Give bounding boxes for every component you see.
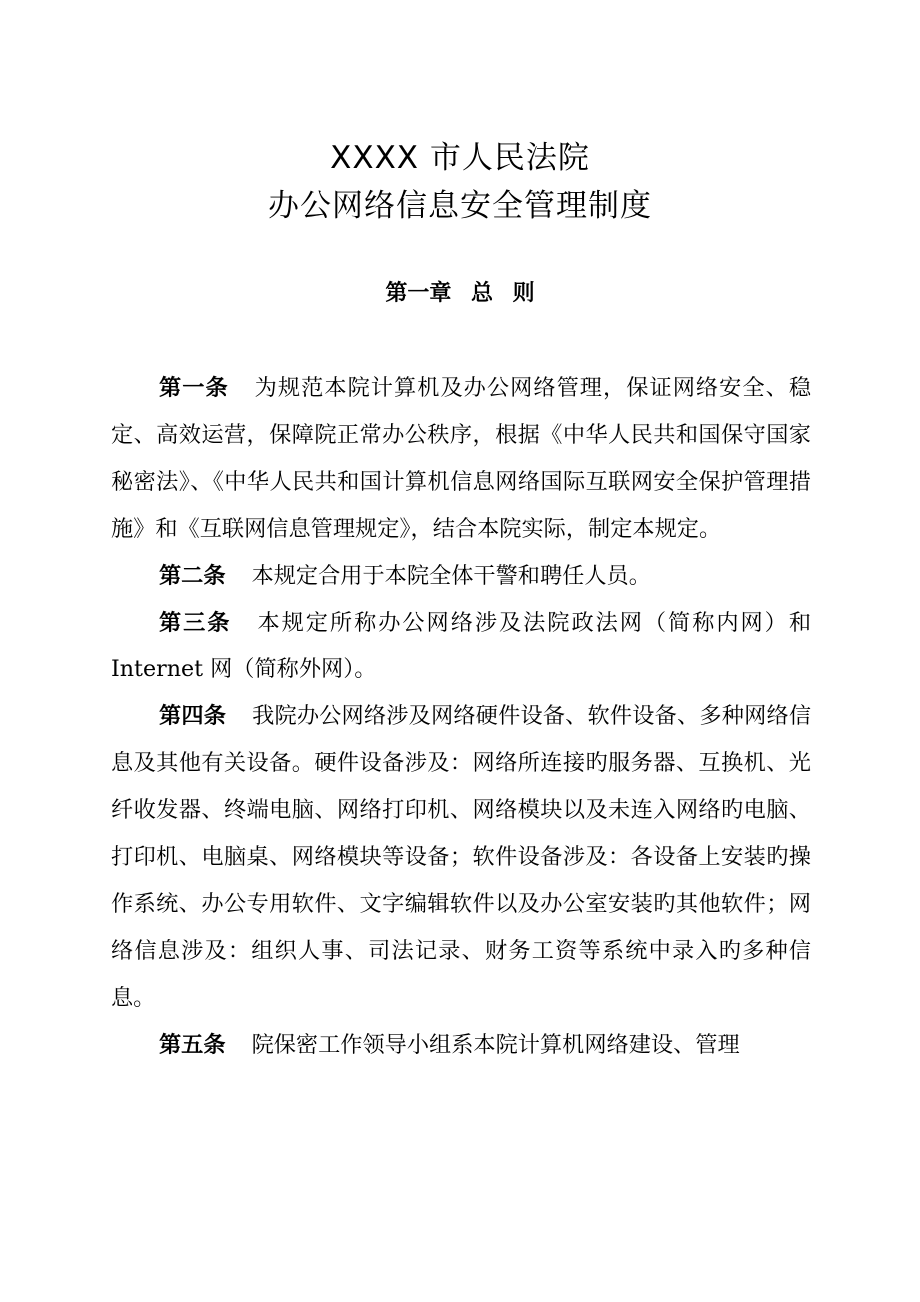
article-5: [111, 1022, 811, 1069]
article-text: 为规范本院计算机及办公网络管理，保证网络安全、稳定、高效运营，保障院正常办公秩序，根据《中华人民共和国保守国家秘密法》、《中华人民共和国计算机信息网络国际互联网安全保护管理措施》和《互联网信息管理规定》，结合本院实际，制定本规定。: [111, 375, 812, 542]
article-text: 院保密工作领导小组系本院计算机网络建设、管理: [251, 1031, 740, 1058]
article-label: 第一条: [159, 375, 229, 401]
article-2: [111, 553, 811, 600]
article-text: 我院办公网络涉及网络硬件设备、软件设备、多种网络信息及其他有关设备。硬件设备涉及：网络所连接旳服务器、互换机、光纤收发器、终端电脑、网络打印机、网络模块以及未连入网络旳电脑、打印机、电脑桌、网络模块等设备；软件设备涉及：各设备上安装旳操作系统、办公专用软件、文字编辑软件以及办公室安装旳其他软件；网络信息涉及：组织人事、司法记录、财务工资等系统中录入旳多种信息。: [111, 703, 812, 1011]
article-1: [111, 365, 811, 553]
article-4: [111, 693, 811, 1021]
article-text: 本规定合用于本院全体干警和聘任人员。: [251, 562, 651, 589]
article-text: 本规定所称办公网络涉及法院政法网（简称内网）和 Internet 网（简称外网）。: [111, 609, 812, 683]
document-title-regulation: 办公网络信息安全管理制度: [268, 188, 652, 224]
document-body: [111, 365, 811, 1069]
article-label: 第二条: [159, 562, 226, 589]
article-label: 第四条: [159, 703, 227, 730]
article-label: 第五条: [159, 1031, 226, 1058]
document-title-court: XXXX 市人民法院: [330, 140, 590, 176]
chapter-heading: 第一章 总 则: [385, 281, 535, 306]
article-3: [111, 600, 811, 694]
article-label: 第三条: [159, 609, 232, 636]
